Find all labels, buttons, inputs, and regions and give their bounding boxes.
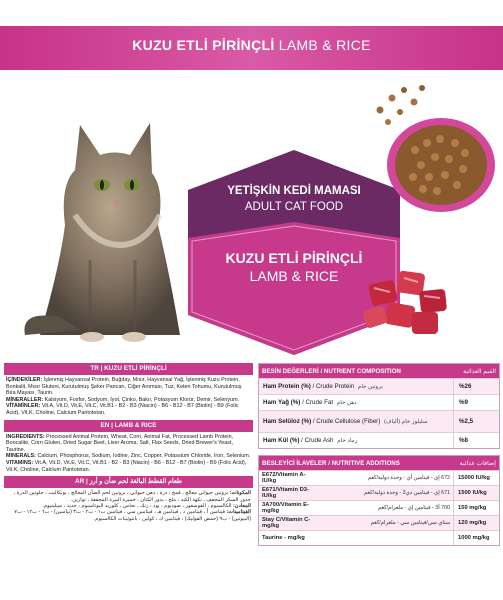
nutrient-table-header: BESİN DEĞERLERİ / NUTRIENT COMPOSITION القيم الغذائية [259, 364, 499, 378]
table-row: Ham Kül (%) / Crude Ash رماد خام %8 [259, 432, 499, 448]
badge-flavor-en: LAMB & RICE [249, 268, 339, 284]
table-row: E672/Vitamin A-IU/kg 672 إي - فيتامين أي - وحدة دولية/كغم 15000 IU/kg [259, 470, 499, 485]
ingredients-panel [4, 363, 253, 522]
banner-title-regular: LAMB & RICE [278, 37, 371, 53]
badge-line-tr: YETİŞKİN KEDİ MAMASI [227, 185, 361, 197]
cat-image [20, 85, 195, 347]
table-row: Ham Selüloz (%) / Crude Cellulose (Fiber) سليلوز خام (ألياف) %2,5 [259, 410, 499, 432]
additives-table [258, 455, 500, 546]
banner-title [0, 37, 503, 53]
banner-title-bold: KUZU ETLİ PİRİNÇLİ [132, 37, 275, 53]
lamb-meat-image [360, 262, 456, 342]
table-row: Taurine - mg/kg 1000 mg/kg [259, 530, 499, 545]
table-row: E671/Vitamin D3-IU/kg 671 إي - فيتامين دي3 - وحدة دولية/كغم 1500 IU/kg [259, 485, 499, 500]
table-row: 3A700/Vitamin E-mg/kg 700 أ3 - فيتامين إي - ملغرام/كغم 150 mg/kg [259, 500, 499, 515]
en-section-header: EN | LAMB & RICE [4, 420, 253, 432]
ar-section-header: AR | طعام القطط البالغة لحم ضأن و أرز [4, 476, 253, 488]
table-row: Ham Yağ (%) / Crude Fat دهن خام %9 [259, 394, 499, 410]
additives-table-header: BESLEYİCİ İLAVELER / NUTRITIVE ADDITIONS إضافات غذائية [259, 456, 499, 470]
table-row: Ham Protein (%) / Crude Protein بروتين خام %26 [259, 378, 499, 394]
tr-section-header: TR | KUZU ETLİ PİRİNÇLİ [4, 363, 253, 375]
badge-line-en: ADULT CAT FOOD [244, 201, 344, 213]
nutrient-table [258, 363, 500, 449]
badge-flavor-tr: KUZU ETLİ PİRİNÇLİ [225, 250, 363, 266]
ar-ingredients: المكونات: بروتين حيواني معالج ، قمح ، ذرة ، دهن حيواني ، بروتين لحم الضأن المعالج ، بونكاليت ، جلوتين الذرة ، جذور السكر المجفف ، نكهة الكبد ، ملح ، بذور الكتان ، خميرة البيرة المجففة ، توارين. المعادن: الكالسيوم ، الفوسفور ، صوديوم ، يود ، زنك ، نحاس ، كلوريد البوتاسيوم ، حديد ، سيلينيوم. الفيتامينات: فيتامين أ ، فيتامين د ، فيتامين هـ ، فيتامين سي ، فيتامين ب١ - ب٢ - ب٣ (نياسين) - ب٦ - ب١٢ - ب٧ (البيوتين) - ب٩ (حمض الفوليك) ، فيتامين ك ، كولين ، بانتوثينات الكالسيوم. [13, 490, 251, 522]
table-row: Stay C/Vitamin C-mg/kg ستاي سي/فيتامين سي - ملغرام/كغم 120 mg/kg [259, 515, 499, 530]
food-bowl-image [385, 115, 497, 215]
tr-ingredients: İÇİNDEKİLER: İşlenmiş Hayvansal Protein, Buğday, Mısır, Hayvansal Yağ, İşlenmiş Kuzu Protein, Bonkalit, Mısır Gluteni, Kurutulmuş Şeker Pancarı, Ciğer Aroması, Tuz, Keten Tohumu, Kurutulmuş Bira Mayası, Taurin. MİNERALLER: Kalsiyum, Fosfor, Sodyum, İyot, Çinko, Bakır, Potasyum Klorür, Demir, Selenyum. VİTAMİNLER: Vit.A, Vit.D, Vit.E, Vit.C, Vit.B1 - B2 - B3 (Niacin) - B6 - B12 - B7 (Biotin) - B9 (Folic Acid), Vit.K, Choline, Calcium Pantotetan. [6, 377, 242, 416]
nutrition-panel [258, 363, 500, 552]
en-ingredients: INGREDIENTS: Processed Animal Protein, Wheat, Corn, Animal Fat, Processed Lamb Protein, Boncalite, Corn Gluten, Dried Sugar Beet, Liver Aroma, Salt, Flax Seeds, Dried Brewer's Yeast, Taurine. MINERALS: Calcium, Phosphorus, Sodium, Iodine, Zinc, Copper, Potassium Chloride, Iron, Selenium. VITAMINS: Vit.A, Vit.D, Vit.E, Vit.C, Vit.B1 - B2 - B3 (Niacin) - B6 - B12 - B7 (Biotin) - B9 (Folic Acid), Vit.K, Choline, Calcium Pantotetan. [6, 433, 251, 473]
